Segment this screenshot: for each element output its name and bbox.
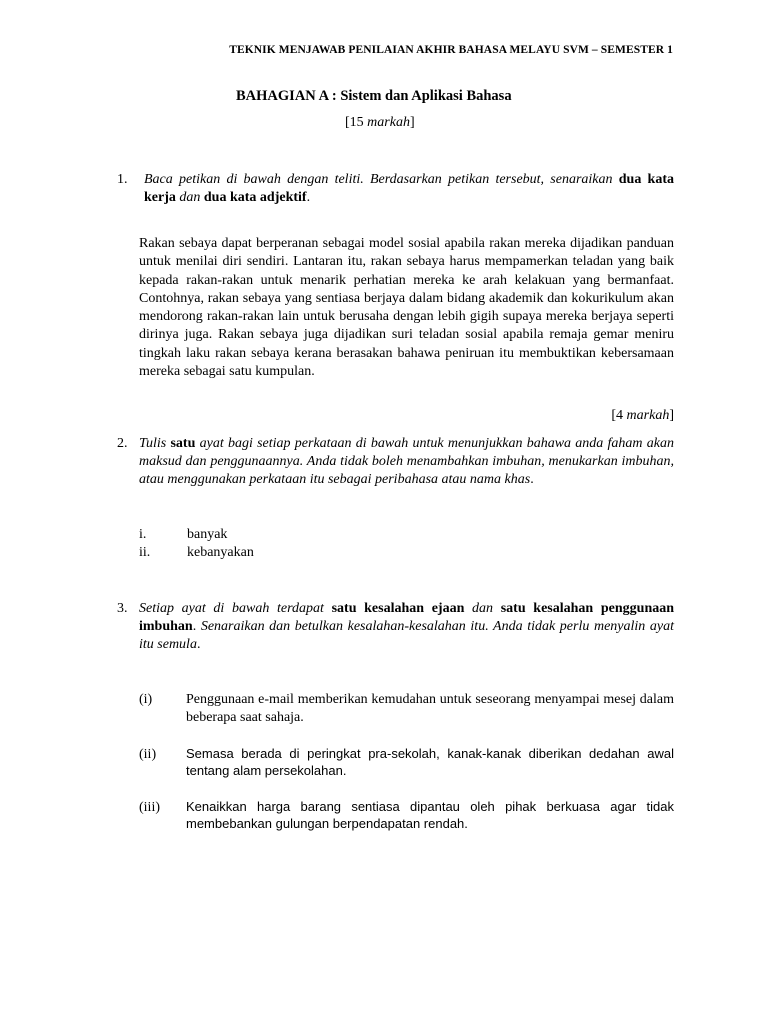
q1-part2: dan xyxy=(175,190,204,205)
question-2-number: 2. xyxy=(117,436,128,451)
q2-bold1: satu xyxy=(170,436,196,451)
section-marks-word: markah xyxy=(367,115,410,130)
error-sentence-label: (iii) xyxy=(139,800,160,815)
q1-bold1: dua kata kerja xyxy=(144,172,675,205)
q1-bold2: dua kata adjektif xyxy=(203,190,307,205)
list-item-label: ii. xyxy=(139,545,151,560)
q3-bold2: satu kesalahan penggunaan imbuhan xyxy=(139,601,675,634)
q3-part1: Setiap ayat di bawah terdapat xyxy=(139,601,332,616)
q2-part1: Tulis xyxy=(139,436,171,451)
question-2 xyxy=(117,435,674,489)
q3-bold1: satu kesalahan ejaan xyxy=(331,601,465,616)
q3-end: . xyxy=(196,637,201,652)
question-1-number: 1. xyxy=(117,172,128,187)
q1-marks-close: ] xyxy=(669,408,674,423)
q3-part3: . xyxy=(192,619,201,634)
question-1-instruction xyxy=(144,171,674,207)
question-3-instruction xyxy=(139,600,674,654)
list-item-label: i. xyxy=(139,527,147,542)
error-sentence-label: (i) xyxy=(139,692,153,707)
error-sentence-label: (ii) xyxy=(139,747,157,762)
q1-marks-word: markah xyxy=(626,408,670,423)
question-3 xyxy=(117,600,674,654)
list-item-word: kebanyakan xyxy=(187,545,254,560)
question-1 xyxy=(117,171,674,207)
q2-end: . xyxy=(530,472,534,487)
reading-passage: Rakan sebaya dapat berperanan sebagai model sosial apabila rakan mereka dijadikan panduan untuk menilai diri sendiri. Lantaran itu, rakan sebaya harus mempamerkan teladan yang baik kepada rakan-rakan untuk menarik perhatian mereka ke arah kelakuan yang bermanfaat. Contohnya, rakan sebaya yang sentiasa berjaya dalam bidang akademik dan kokurikulum akan mendorong rakan-rakan lain untuk berusaha dengan lebih gigih supaya mereka berjaya seperti dirinya juga. Rakan sebaya juga dijadikan suri teladan sosial apabila remaja gemar meniru tingkah laku rakan sebaya kerana berasakan bahawa peniruan itu membuktikan kebersamaan mereka sebagai satu kumpulan. xyxy=(139,236,674,380)
q1-marks-open: [4 xyxy=(611,408,627,423)
q2-part2: ayat bagi setiap perkataan di bawah untuk menunjukkan bahawa anda faham akan maksud dan penggunaannya. Anda tidak boleh menambahkan imbuhan, menukarkan imbuhan, atau menggunakan perkataan itu sebagai peribahasa atau nama khas xyxy=(139,436,674,487)
error-sentence-text: Kenaikkan harga barang sentiasa dipantau oleh pihak berkuasa agar tidak membebankan gulungan berpendapatan rendah. xyxy=(186,799,674,831)
section-title: BAHAGIAN A : Sistem dan Aplikasi Bahasa xyxy=(236,88,512,104)
q1-end: . xyxy=(306,190,311,205)
error-sentence-text: Semasa berada di peringkat pra-sekolah, kanak-kanak diberikan dedahan awal tentang alam persekolahan. xyxy=(186,746,674,778)
q3-part4: Senaraikan dan betulkan kesalahan-kesalahan itu. Anda tidak perlu menyalin ayat itu semula xyxy=(139,619,674,652)
q1-part1: Baca petikan di bawah dengan teliti. Berdasarkan petikan tersebut, senaraikan xyxy=(144,172,619,187)
q3-part2: dan xyxy=(464,601,501,616)
question-3-number: 3. xyxy=(117,601,128,616)
question-1-marks xyxy=(611,408,674,424)
error-sentence xyxy=(139,691,674,727)
error-sentence xyxy=(139,746,674,779)
section-marks-open: [15 xyxy=(345,115,368,130)
error-sentence xyxy=(139,799,674,832)
section-marks-close: ] xyxy=(409,115,415,130)
section-marks xyxy=(345,115,415,131)
list-item-word: banyak xyxy=(187,527,228,542)
page-header: TEKNIK MENJAWAB PENILAIAN AKHIR BAHASA MELAYU SVM – SEMESTER 1 xyxy=(229,44,673,56)
question-2-instruction xyxy=(139,435,674,489)
error-sentence-text: Penggunaan e-mail memberikan kemudahan untuk seseorang menyampai mesej dalam beberapa saat sahaja. xyxy=(186,692,674,725)
